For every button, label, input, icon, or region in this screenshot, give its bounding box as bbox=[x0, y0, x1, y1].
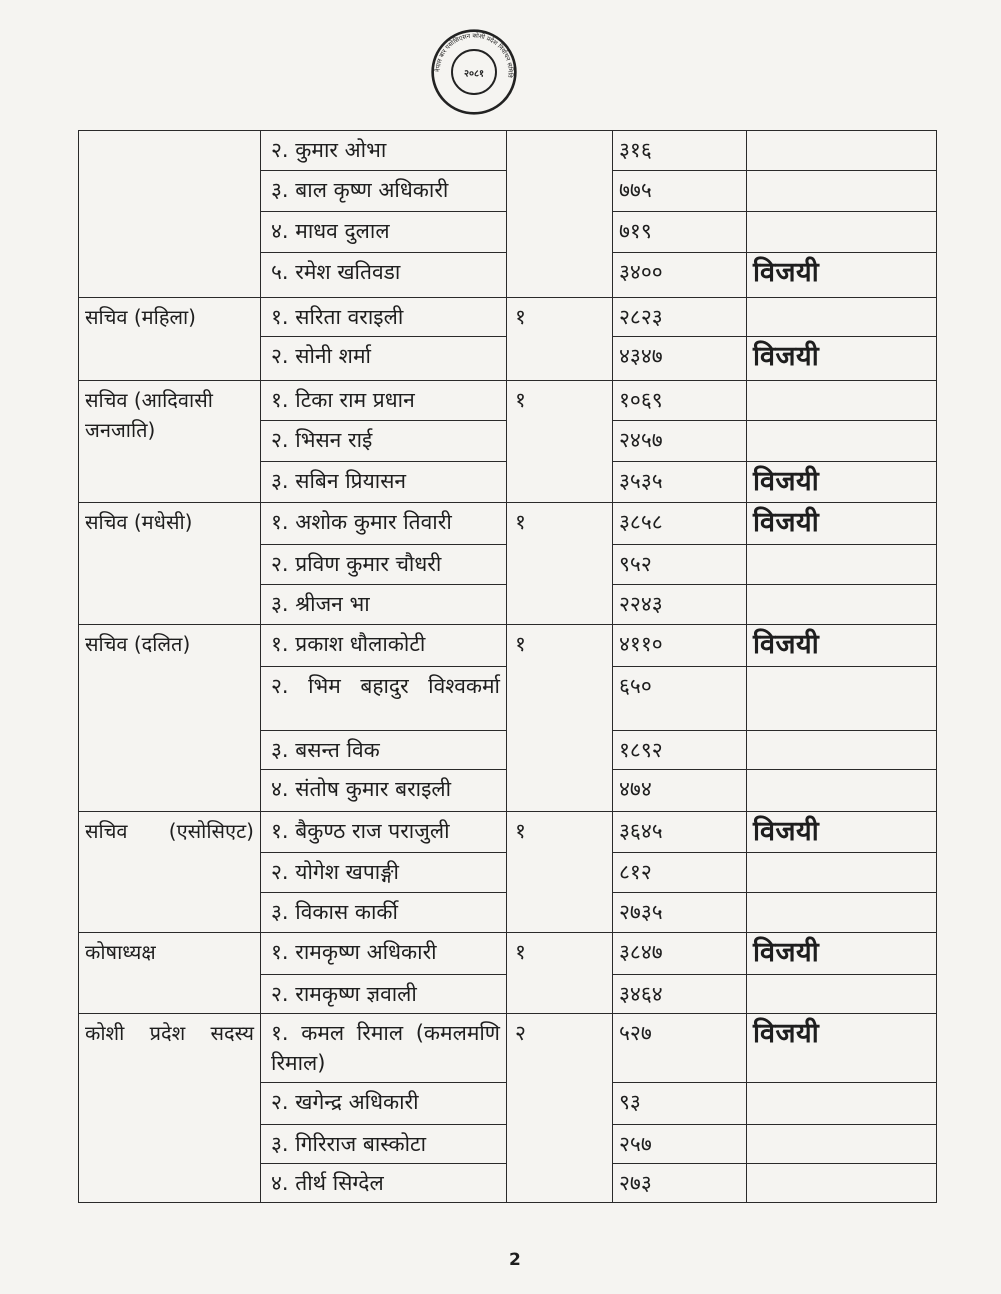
seats-count: १ bbox=[507, 298, 613, 381]
vote-count: ७७५ bbox=[613, 171, 747, 212]
table-row bbox=[79, 933, 937, 975]
candidate-name: ३. बाल कृष्ण अधिकारी bbox=[261, 171, 507, 212]
position-title: सचिव (आदिवासी जनजाति) bbox=[79, 381, 261, 503]
seal-year: २०८१ bbox=[463, 68, 485, 80]
seats-count: १ bbox=[507, 933, 613, 1014]
seats-count: २ bbox=[507, 1014, 613, 1203]
result-cell bbox=[747, 770, 937, 812]
position-title: सचिव (मधेसी) bbox=[79, 503, 261, 625]
result-cell bbox=[747, 212, 937, 253]
candidate-name: १. टिका राम प्रधान bbox=[261, 381, 507, 421]
vote-count: ३८४७ bbox=[613, 933, 747, 975]
vote-count: ४११० bbox=[613, 625, 747, 667]
vote-count: ७१९ bbox=[613, 212, 747, 253]
result-cell bbox=[747, 893, 937, 933]
vote-count: १८९२ bbox=[613, 731, 747, 770]
candidate-name: २. भिम बहादुर विश्वकर्मा bbox=[261, 667, 507, 731]
election-committee-seal bbox=[430, 28, 518, 116]
position-title: सचिव (महिला) bbox=[79, 298, 261, 381]
vote-count: ३४०० bbox=[613, 253, 747, 298]
position-title: सचिव (दलित) bbox=[79, 625, 261, 812]
candidate-name: ३. श्रीजन भा bbox=[261, 585, 507, 625]
result-cell bbox=[747, 731, 937, 770]
candidate-name: २. सोनी शर्मा bbox=[261, 337, 507, 381]
seats-count: १ bbox=[507, 503, 613, 625]
candidate-name: ३. सबिन प्रियासन bbox=[261, 462, 507, 503]
result-cell bbox=[747, 853, 937, 893]
result-cell bbox=[747, 1164, 937, 1203]
candidate-name: ३. गिरिराज बास्कोटा bbox=[261, 1125, 507, 1164]
candidate-name: २. प्रविण कुमार चौधरी bbox=[261, 545, 507, 585]
vote-count: ५२७ bbox=[613, 1014, 747, 1083]
vote-count: २२४३ bbox=[613, 585, 747, 625]
position-title: सचिव (एसोसिएट) bbox=[79, 812, 261, 933]
vote-count: ३६४५ bbox=[613, 812, 747, 853]
seats-count: १ bbox=[507, 381, 613, 503]
vote-count: ४७४ bbox=[613, 770, 747, 812]
vote-count: ८१२ bbox=[613, 853, 747, 893]
vote-count: २५७ bbox=[613, 1125, 747, 1164]
vote-count: २८२३ bbox=[613, 298, 747, 337]
table-row bbox=[79, 1014, 937, 1083]
result-winner: विजयी bbox=[747, 462, 937, 503]
vote-count: ३५३५ bbox=[613, 462, 747, 503]
candidate-name: ४. संतोष कुमार बराइली bbox=[261, 770, 507, 812]
position-title: कोशी प्रदेश सदस्य bbox=[79, 1014, 261, 1203]
candidate-name: २. रामकृष्ण ज्ञवाली bbox=[261, 975, 507, 1014]
vote-count: १०६९ bbox=[613, 381, 747, 421]
candidate-name: २. खगेन्द्र अधिकारी bbox=[261, 1083, 507, 1125]
candidate-name: १. सरिता वराइली bbox=[261, 298, 507, 337]
seats-count: १ bbox=[507, 625, 613, 812]
vote-count: ४३४७ bbox=[613, 337, 747, 381]
candidate-name: १. प्रकाश धौलाकोटी bbox=[261, 625, 507, 667]
vote-count: ३४६४ bbox=[613, 975, 747, 1014]
candidate-name: २. कुमार ओभा bbox=[261, 131, 507, 171]
candidate-name: १. बैकुण्ठ राज पराजुली bbox=[261, 812, 507, 853]
result-winner: विजयी bbox=[747, 1014, 937, 1083]
vote-count: ६५० bbox=[613, 667, 747, 731]
result-cell bbox=[747, 585, 937, 625]
result-winner: विजयी bbox=[747, 933, 937, 975]
table-row bbox=[79, 381, 937, 421]
result-winner: विजयी bbox=[747, 812, 937, 853]
candidate-name: ४. माधव दुलाल bbox=[261, 212, 507, 253]
table-row bbox=[79, 625, 937, 667]
candidate-name: ३. विकास कार्की bbox=[261, 893, 507, 933]
result-winner: विजयी bbox=[747, 337, 937, 381]
candidate-name: १. कमल रिमाल (कमलमणि रिमाल) bbox=[261, 1014, 507, 1083]
table-row bbox=[79, 298, 937, 337]
result-cell bbox=[747, 667, 937, 731]
position-cell bbox=[79, 131, 261, 298]
result-cell bbox=[747, 975, 937, 1014]
result-cell bbox=[747, 421, 937, 462]
seats-cell bbox=[507, 131, 613, 298]
candidate-name: २. भिसन राई bbox=[261, 421, 507, 462]
result-cell bbox=[747, 131, 937, 171]
position-title: कोषाध्यक्ष bbox=[79, 933, 261, 1014]
vote-count: ३८५८ bbox=[613, 503, 747, 545]
candidate-name: ५. रमेश खतिवडा bbox=[261, 253, 507, 298]
vote-count: ३१६ bbox=[613, 131, 747, 171]
table-row bbox=[79, 131, 937, 171]
candidate-name: २. योगेश खपाङ्गी bbox=[261, 853, 507, 893]
vote-count: ९५२ bbox=[613, 545, 747, 585]
seal-ring-text: नेपाल बार एसोसिएसन कोशी प्रदेश निर्वाचन समिति bbox=[434, 32, 514, 78]
candidate-name: ३. बसन्त विक bbox=[261, 731, 507, 770]
result-winner: विजयी bbox=[747, 625, 937, 667]
result-cell bbox=[747, 545, 937, 585]
candidate-name: ४. तीर्थ सिग्देल bbox=[261, 1164, 507, 1203]
election-results-table bbox=[78, 130, 937, 1203]
candidate-name: १. रामकृष्ण अधिकारी bbox=[261, 933, 507, 975]
result-cell bbox=[747, 1083, 937, 1125]
vote-count: २४५७ bbox=[613, 421, 747, 462]
result-winner: विजयी bbox=[747, 253, 937, 298]
result-cell bbox=[747, 381, 937, 421]
result-cell bbox=[747, 298, 937, 337]
page-number: 2 bbox=[509, 1250, 521, 1270]
table-row bbox=[79, 503, 937, 545]
seats-count: १ bbox=[507, 812, 613, 933]
table-row bbox=[79, 812, 937, 853]
vote-count: ९३ bbox=[613, 1083, 747, 1125]
result-cell bbox=[747, 171, 937, 212]
vote-count: २७३५ bbox=[613, 893, 747, 933]
candidate-name: १. अशोक कुमार तिवारी bbox=[261, 503, 507, 545]
result-cell bbox=[747, 1125, 937, 1164]
result-winner: विजयी bbox=[747, 503, 937, 545]
vote-count: २७३ bbox=[613, 1164, 747, 1203]
